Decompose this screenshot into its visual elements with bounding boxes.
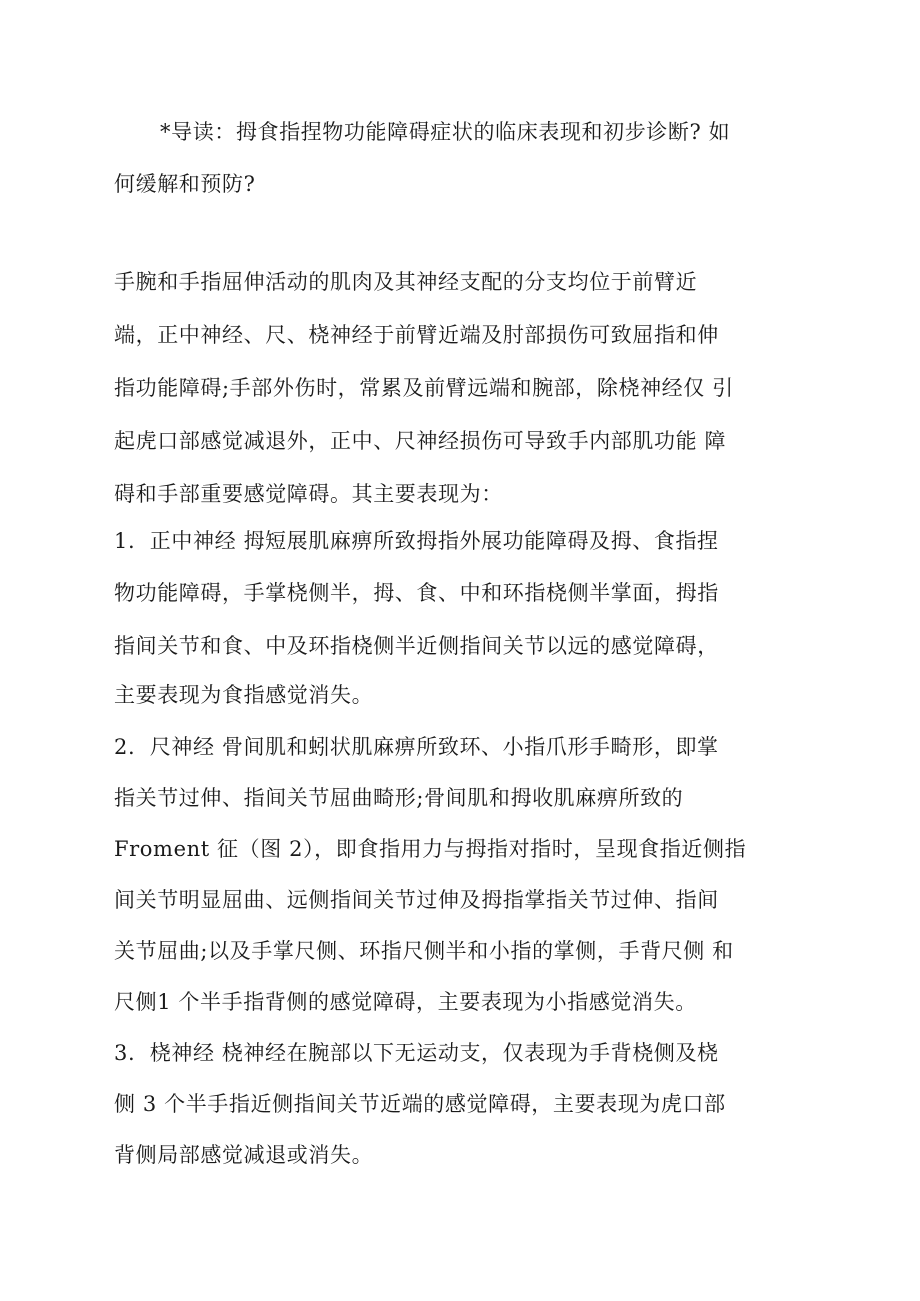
intro-line: *导读：拇食指捏物功能障碍症状的临床表现和初步诊断? 如: [160, 120, 731, 144]
list-item-2-line: Froment 征（图 2），即食指用力与拇指对指时，呈现食指近侧指: [114, 837, 747, 861]
list-item-3-line: 3. 桡神经 桡神经在腕部以下无运动支，仅表现为手背桡侧及桡: [114, 1041, 719, 1065]
list-item-1-line: 物功能障碍，手掌桡侧半，拇、食、中和环指桡侧半掌面，拇指: [114, 581, 719, 605]
body-line: 指功能障碍;手部外伤时，常累及前臂远端和腕部，除桡神经仅 引: [114, 376, 734, 400]
list-item-1-line: 主要表现为食指感觉消失。: [114, 683, 374, 707]
list-item-2-line: 2. 尺神经 骨间肌和蚓状肌麻痹所致环、小指爪形手畸形，即掌: [114, 735, 719, 759]
body-line: 手腕和手指屈伸活动的肌肉及其神经支配的分支均位于前臂近: [114, 270, 698, 294]
list-item-2-line: 间关节明显屈曲、远侧指间关节过伸及拇指掌指关节过伸、指间: [114, 888, 719, 912]
intro-line: 何缓解和预防?: [114, 172, 256, 196]
list-item-2-line: 指关节过伸、指间关节屈曲畸形;骨间肌和拇收肌麻痹所致的: [114, 786, 684, 810]
list-item-3-line: 背侧局部感觉减退或消失。: [114, 1143, 374, 1167]
body-line: 端，正中神经、尺、桡神经于前臂近端及肘部损伤可致屈指和伸: [114, 323, 719, 347]
list-item-3-line: 侧 3 个半手指近侧指间关节近端的感觉障碍，主要表现为虎口部: [114, 1092, 726, 1116]
list-item-1-line: 指间关节和食、中及环指桡侧半近侧指间关节以远的感觉障碍，: [114, 634, 719, 658]
list-item-2-line: 尺侧1 个半手指背侧的感觉障碍，主要表现为小指感觉消失。: [114, 990, 697, 1014]
body-line: 起虎口部感觉减退外，正中、尺神经损伤可导致手内部肌功能 障: [114, 429, 727, 453]
list-item-1-line: 1. 正中神经 拇短展肌麻痹所致拇指外展功能障碍及拇、食指捏: [114, 529, 719, 553]
body-line: 碍和手部重要感觉障碍。其主要表现为：: [114, 482, 503, 506]
list-item-2-line: 关节屈曲;以及手掌尺侧、环指尺侧半和小指的掌侧，手背尺侧 和: [114, 939, 734, 963]
